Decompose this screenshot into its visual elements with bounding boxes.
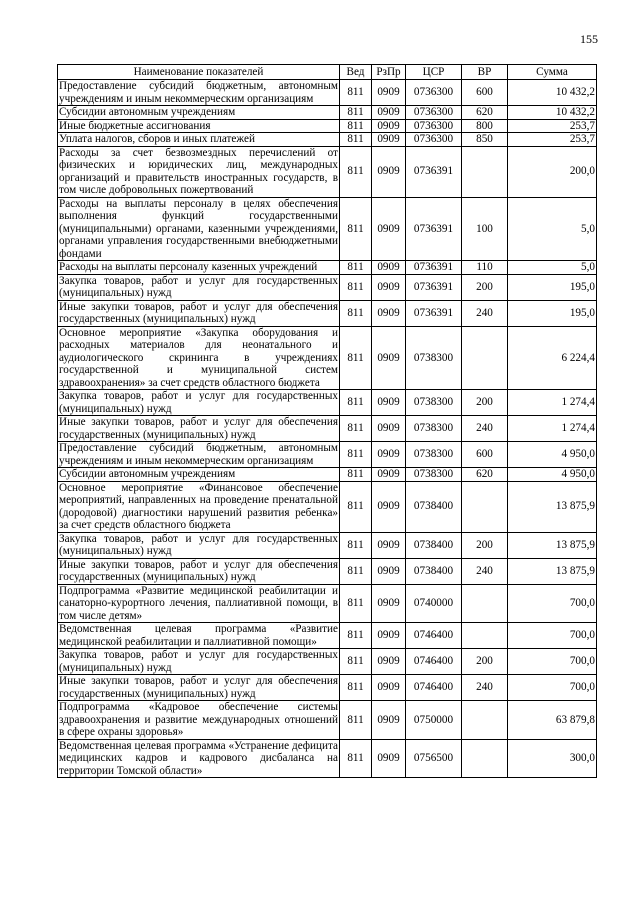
table-row xyxy=(58,481,597,532)
cell-csr: 0736300 xyxy=(406,106,462,120)
table-row xyxy=(58,739,597,778)
cell-rzpr: 0909 xyxy=(372,80,406,106)
cell-csr: 0738300 xyxy=(406,390,462,416)
cell-vr: 600 xyxy=(462,442,508,468)
cell-name: Иные закупки товаров, работ и услуг для обеспечения государственных (муниципальных) нужд xyxy=(59,675,338,700)
cell-ved: 811 xyxy=(340,649,372,675)
cell-rzpr: 0909 xyxy=(372,468,406,482)
table-row xyxy=(58,146,597,197)
cell-sum: 195,0 xyxy=(508,300,597,326)
cell-sum: 700,0 xyxy=(508,675,597,701)
cell-rzpr: 0909 xyxy=(372,261,406,275)
cell-name: Закупка товаров, работ и услуг для государственных (муниципальных) нужд xyxy=(59,532,338,557)
cell-rzpr: 0909 xyxy=(372,584,406,623)
cell-vr: 240 xyxy=(462,675,508,701)
cell-rzpr: 0909 xyxy=(372,416,406,442)
table-row xyxy=(58,468,597,482)
cell-sum: 5,0 xyxy=(508,261,597,275)
cell-ved: 811 xyxy=(340,701,372,740)
page-number: 155 xyxy=(580,32,598,46)
cell-vr: 200 xyxy=(462,649,508,675)
cell-name: Ведомственная целевая программа «Устранение дефицита медицинских кадров и кадрового дисбаланса на территории Томской области» xyxy=(59,739,338,777)
cell-ved: 811 xyxy=(340,442,372,468)
cell-sum: 700,0 xyxy=(508,584,597,623)
cell-rzpr: 0909 xyxy=(372,119,406,133)
cell-sum: 1 274,4 xyxy=(508,416,597,442)
cell-vr: 200 xyxy=(462,274,508,300)
cell-name: Иные закупки товаров, работ и услуг для обеспечения государственных (муниципальных) нужд xyxy=(59,300,338,325)
cell-name: Предоставление субсидий бюджетным, автономным учреждениям и иным некоммерческим организациям xyxy=(59,80,338,105)
cell-rzpr: 0909 xyxy=(372,675,406,701)
cell-csr: 0738300 xyxy=(406,468,462,482)
table-row xyxy=(58,701,597,740)
cell-csr: 0746400 xyxy=(406,649,462,675)
cell-vr: 620 xyxy=(462,468,508,482)
table-row xyxy=(58,106,597,120)
cell-rzpr: 0909 xyxy=(372,481,406,532)
cell-sum: 6 224,4 xyxy=(508,326,597,390)
cell-sum: 253,7 xyxy=(508,133,597,147)
cell-vr: 240 xyxy=(462,558,508,584)
cell-ved: 811 xyxy=(340,80,372,106)
table-header-row xyxy=(58,65,597,80)
column-header-sum: Сумма xyxy=(508,65,597,80)
cell-csr: 0736300 xyxy=(406,119,462,133)
cell-ved: 811 xyxy=(340,468,372,482)
column-header-name: Наименование показателей xyxy=(58,65,340,80)
cell-sum: 5,0 xyxy=(508,197,597,261)
table-body xyxy=(58,80,597,778)
table-row xyxy=(58,261,597,275)
table-row xyxy=(58,532,597,558)
cell-sum: 13 875,9 xyxy=(508,481,597,532)
cell-name: Расходы за счет безвозмездных перечислений от физических и юридических лиц, международных организаций и правительств иностранных государств, в том числе добровольных пожертвований xyxy=(59,146,338,196)
cell-vr: 240 xyxy=(462,416,508,442)
cell-sum: 200,0 xyxy=(508,146,597,197)
cell-name: Расходы на выплаты персоналу в целях обеспечения выполнения функций государственными (муниципальными) органами, казенными учреждениями, органами управления государственными внебюджетными фондами xyxy=(59,197,338,260)
cell-ved: 811 xyxy=(340,584,372,623)
table-row xyxy=(58,675,597,701)
cell-csr: 0756500 xyxy=(406,739,462,778)
table-row xyxy=(58,326,597,390)
table-row xyxy=(58,133,597,147)
cell-ved: 811 xyxy=(340,558,372,584)
table-row xyxy=(58,623,597,649)
cell-rzpr: 0909 xyxy=(372,558,406,584)
cell-sum: 1 274,4 xyxy=(508,390,597,416)
cell-vr xyxy=(462,584,508,623)
cell-name: Иные закупки товаров, работ и услуг для обеспечения государственных (муниципальных) нужд xyxy=(59,558,338,583)
cell-vr: 240 xyxy=(462,300,508,326)
cell-name: Предоставление субсидий бюджетным, автономным учреждениям и иным некоммерческим организациям xyxy=(59,442,338,467)
cell-vr: 200 xyxy=(462,390,508,416)
cell-rzpr: 0909 xyxy=(372,739,406,778)
column-header-csr: ЦСР xyxy=(406,65,462,80)
cell-rzpr: 0909 xyxy=(372,133,406,147)
cell-csr: 0738300 xyxy=(406,416,462,442)
cell-sum: 700,0 xyxy=(508,623,597,649)
cell-name: Подпрограмма «Развитие медицинской реабилитации и санаторно-курортного лечения, паллиативной помощи, в том числе детям» xyxy=(59,584,338,622)
cell-name: Субсидии автономным учреждениям xyxy=(58,468,340,482)
cell-ved: 811 xyxy=(340,197,372,261)
cell-rzpr: 0909 xyxy=(372,197,406,261)
table-row xyxy=(58,300,597,326)
cell-sum: 195,0 xyxy=(508,274,597,300)
cell-rzpr: 0909 xyxy=(372,649,406,675)
table-row xyxy=(58,119,597,133)
cell-csr: 0736391 xyxy=(406,146,462,197)
cell-vr xyxy=(462,326,508,390)
cell-name: Закупка товаров, работ и услуг для государственных (муниципальных) нужд xyxy=(59,649,338,674)
cell-vr: 850 xyxy=(462,133,508,147)
cell-csr: 0736391 xyxy=(406,261,462,275)
cell-sum: 13 875,9 xyxy=(508,558,597,584)
cell-vr xyxy=(462,701,508,740)
cell-csr: 0750000 xyxy=(406,701,462,740)
cell-vr xyxy=(462,481,508,532)
cell-csr: 0738400 xyxy=(406,481,462,532)
cell-vr xyxy=(462,623,508,649)
cell-ved: 811 xyxy=(340,623,372,649)
cell-rzpr: 0909 xyxy=(372,106,406,120)
cell-sum: 63 879,8 xyxy=(508,701,597,740)
cell-vr: 800 xyxy=(462,119,508,133)
cell-sum: 4 950,0 xyxy=(508,442,597,468)
cell-sum: 300,0 xyxy=(508,739,597,778)
cell-ved: 811 xyxy=(340,133,372,147)
cell-rzpr: 0909 xyxy=(372,623,406,649)
table-row xyxy=(58,80,597,106)
cell-ved: 811 xyxy=(340,146,372,197)
cell-rzpr: 0909 xyxy=(372,442,406,468)
cell-vr: 110 xyxy=(462,261,508,275)
cell-csr: 0736391 xyxy=(406,274,462,300)
cell-vr: 600 xyxy=(462,80,508,106)
table-row xyxy=(58,649,597,675)
cell-sum: 253,7 xyxy=(508,119,597,133)
cell-csr: 0738400 xyxy=(406,532,462,558)
cell-vr: 100 xyxy=(462,197,508,261)
cell-sum: 700,0 xyxy=(508,649,597,675)
cell-rzpr: 0909 xyxy=(372,532,406,558)
cell-ved: 811 xyxy=(340,532,372,558)
budget-table xyxy=(57,64,597,778)
cell-ved: 811 xyxy=(340,675,372,701)
column-header-vr: ВР xyxy=(462,65,508,80)
cell-ved: 811 xyxy=(340,119,372,133)
cell-ved: 811 xyxy=(340,416,372,442)
table-row xyxy=(58,584,597,623)
cell-ved: 811 xyxy=(340,106,372,120)
cell-ved: 811 xyxy=(340,300,372,326)
cell-ved: 811 xyxy=(340,326,372,390)
cell-csr: 0736300 xyxy=(406,80,462,106)
cell-csr: 0736300 xyxy=(406,133,462,147)
cell-rzpr: 0909 xyxy=(372,274,406,300)
cell-vr: 620 xyxy=(462,106,508,120)
cell-csr: 0738400 xyxy=(406,558,462,584)
cell-csr: 0740000 xyxy=(406,584,462,623)
cell-csr: 0736391 xyxy=(406,300,462,326)
cell-csr: 0746400 xyxy=(406,675,462,701)
cell-name: Уплата налогов, сборов и иных платежей xyxy=(58,133,340,147)
cell-rzpr: 0909 xyxy=(372,146,406,197)
column-header-ved: Вед xyxy=(340,65,372,80)
cell-csr: 0736391 xyxy=(406,197,462,261)
cell-name: Основное мероприятие «Закупка оборудования и расходных материалов для неонатального и аудиологического скрининга в учреждениях государственной и муниципальной систем здравоохранения» за счет средств областного бюджета xyxy=(59,326,338,389)
cell-vr xyxy=(462,739,508,778)
cell-name: Закупка товаров, работ и услуг для государственных (муниципальных) нужд xyxy=(59,274,338,299)
cell-ved: 811 xyxy=(340,739,372,778)
cell-sum: 4 950,0 xyxy=(508,468,597,482)
column-header-rzpr: РзПр xyxy=(372,65,406,80)
cell-name: Иные закупки товаров, работ и услуг для обеспечения государственных (муниципальных) нужд xyxy=(59,416,338,441)
cell-ved: 811 xyxy=(340,261,372,275)
cell-name: Субсидии автономным учреждениям xyxy=(58,106,340,120)
table-row xyxy=(58,274,597,300)
cell-sum: 10 432,2 xyxy=(508,106,597,120)
cell-vr: 200 xyxy=(462,532,508,558)
cell-ved: 811 xyxy=(340,274,372,300)
cell-name: Основное мероприятие «Финансовое обеспечение мероприятий, направленных на проведение пренатальной (дородовой) диагностики нарушений развития ребенка» за счет средств областного бюджета xyxy=(59,481,338,531)
cell-rzpr: 0909 xyxy=(372,701,406,740)
cell-sum: 10 432,2 xyxy=(508,80,597,106)
cell-csr: 0738300 xyxy=(406,442,462,468)
cell-sum: 13 875,9 xyxy=(508,532,597,558)
cell-ved: 811 xyxy=(340,390,372,416)
cell-vr xyxy=(462,146,508,197)
cell-ved: 811 xyxy=(340,481,372,532)
cell-name: Ведомственная целевая программа «Развитие медицинской реабилитации и паллиативной помощи» xyxy=(59,623,338,648)
cell-name: Закупка товаров, работ и услуг для государственных (муниципальных) нужд xyxy=(59,390,338,415)
cell-rzpr: 0909 xyxy=(372,390,406,416)
table-row xyxy=(58,416,597,442)
cell-name: Расходы на выплаты персоналу казенных учреждений xyxy=(58,261,340,275)
cell-name: Подпрограмма «Кадровое обеспечение системы здравоохранения и развитие международных отношений в сфере охраны здоровья» xyxy=(59,701,338,738)
table-row xyxy=(58,390,597,416)
cell-rzpr: 0909 xyxy=(372,326,406,390)
cell-csr: 0746400 xyxy=(406,623,462,649)
table-row xyxy=(58,442,597,468)
cell-csr: 0738300 xyxy=(406,326,462,390)
cell-rzpr: 0909 xyxy=(372,300,406,326)
cell-name: Иные бюджетные ассигнования xyxy=(58,119,340,133)
table-row xyxy=(58,558,597,584)
table-row xyxy=(58,197,597,261)
